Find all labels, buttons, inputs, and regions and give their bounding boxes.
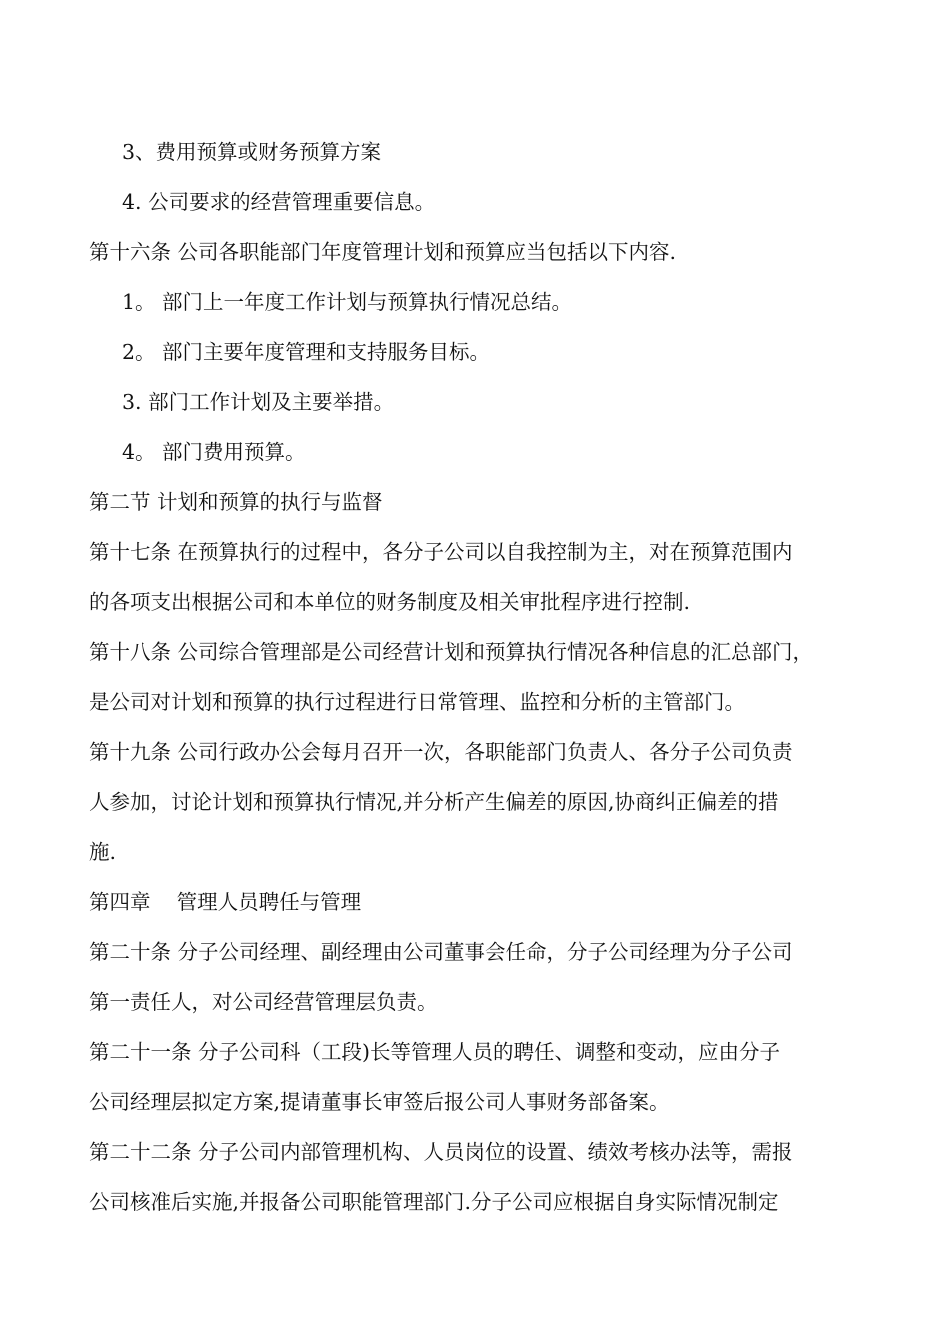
article-20-line-2: 第一责任人，对公司经营管理层负责。 xyxy=(89,990,438,1014)
article-21-line-2: 公司经理层拟定方案,提请董事长审签后报公司人事财务部备案。 xyxy=(89,1090,670,1114)
chapter-4-heading: 第四章 管理人员聘任与管理 xyxy=(89,890,362,914)
list-item-dept-plan: 3. 部门工作计划及主要举措。 xyxy=(122,390,395,414)
article-17-line-2: 的各项支出根据公司和本单位的财务制度及相关审批程序进行控制. xyxy=(89,590,691,614)
article-16: 第十六条 公司各职能部门年度管理计划和预算应当包括以下内容. xyxy=(89,240,677,264)
list-item-dept-budget: 4。 部门费用预算。 xyxy=(122,440,306,464)
section-heading-2: 第二节 计划和预算的执行与监督 xyxy=(89,490,383,514)
list-item-dept-summary: 1。 部门上一年度工作计划与预算执行情况总结。 xyxy=(122,290,573,314)
article-20-line-1: 第二十条 分子公司经理、副经理由公司董事会任命，分子公司经理为分子公司 xyxy=(89,940,793,964)
article-17-line-1: 第十七条 在预算执行的过程中，各分子公司以自我控制为主，对在预算范围内 xyxy=(89,540,793,564)
article-22-line-1: 第二十二条 分子公司内部管理机构、人员岗位的设置、绩效考核办法等，需报 xyxy=(89,1140,793,1164)
list-item-company-info: 4. 公司要求的经营管理重要信息。 xyxy=(122,190,436,214)
article-21-line-1: 第二十一条 分子公司科（工段)长等管理人员的聘任、调整和变动，应由分子 xyxy=(89,1040,781,1064)
article-22-line-2: 公司核准后实施,并报备公司职能管理部门.分子公司应根据自身实际情况制定 xyxy=(89,1190,779,1214)
list-item-dept-goals: 2。 部门主要年度管理和支持服务目标。 xyxy=(122,340,491,364)
article-18-line-1: 第十八条 公司综合管理部是公司经营计划和预算执行情况各种信息的汇总部门， xyxy=(89,640,814,664)
article-19-line-3: 施. xyxy=(89,840,117,864)
article-18-line-2: 是公司对计划和预算的执行过程进行日常管理、监控和分析的主管部门。 xyxy=(89,690,745,714)
list-item-cost-budget: 3、费用预算或财务预算方案 xyxy=(122,140,382,164)
article-19-line-2: 人参加，讨论计划和预算执行情况,并分析产生偏差的原因,协商纠正偏差的措 xyxy=(89,790,779,814)
article-19-line-1: 第十九条 公司行政办公会每月召开一次，各职能部门负责人、各分子公司负责 xyxy=(89,740,793,764)
